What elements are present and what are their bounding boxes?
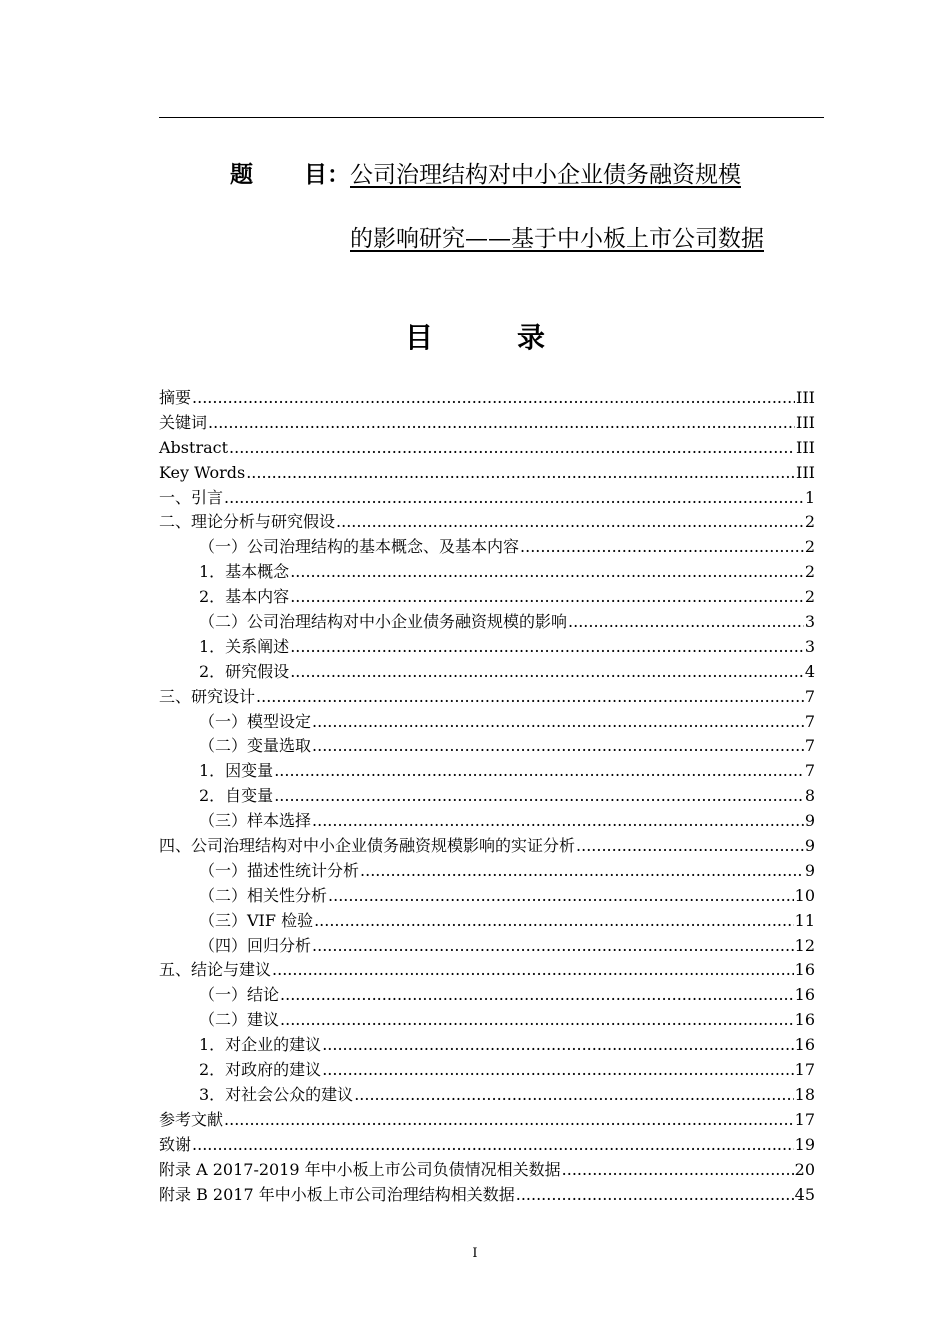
toc-entry-page: 1 — [804, 487, 815, 507]
toc-dot-leader — [224, 486, 804, 511]
toc-dot-leader — [312, 734, 804, 759]
toc-dot-leader — [360, 859, 804, 884]
toc-entry-title: （一）公司治理结构的基本概念、及基本内容 — [199, 537, 520, 557]
toc-dot-leader — [280, 1008, 794, 1033]
toc-dot-leader — [280, 983, 794, 1008]
toc-entry[interactable] — [159, 1083, 815, 1108]
toc-entry[interactable] — [159, 1133, 815, 1158]
toc-entry-title: 参考文献 — [159, 1109, 224, 1129]
toc-entry-title: 三、研究设计 — [159, 686, 256, 706]
toc-entry[interactable] — [159, 759, 815, 784]
toc-entry-page: 3 — [804, 612, 815, 632]
toc-dot-leader — [576, 834, 804, 859]
toc-entry-title: 关键词 — [159, 412, 208, 432]
toc-entry-page: 16 — [794, 960, 815, 980]
toc-entry[interactable] — [159, 859, 815, 884]
toc-entry-page: III — [796, 388, 815, 407]
toc-entry-title: 2．对政府的建议 — [199, 1060, 322, 1080]
toc-dot-leader — [290, 660, 804, 685]
toc-entry-page: 7 — [804, 761, 815, 781]
title-text-line-1: 公司治理结构对中小企业债务融资规模 — [350, 162, 741, 188]
toc-dot-leader — [354, 1083, 793, 1108]
toc-entry-page: 45 — [794, 1184, 815, 1204]
toc-dot-leader — [322, 1058, 793, 1083]
toc-entry[interactable] — [159, 486, 815, 511]
toc-entry-page: 16 — [794, 1035, 815, 1055]
toc-dot-leader — [274, 759, 804, 784]
toc-entry-title: Abstract — [159, 437, 229, 457]
toc-entry-title: 四、公司治理结构对中小企业债务融资规模影响的实证分析 — [159, 836, 576, 856]
toc-entry-title: 一、引言 — [159, 487, 224, 507]
toc-entry-page: 8 — [804, 786, 815, 806]
toc-dot-leader — [290, 635, 804, 660]
toc-entry[interactable] — [159, 784, 815, 809]
toc-entry-page: 11 — [794, 910, 815, 930]
toc-dot-leader — [314, 909, 794, 934]
toc-entry[interactable] — [159, 1008, 815, 1033]
toc-entry-title: （二）变量选取 — [199, 736, 312, 756]
toc-entry-title: 附录 B 2017 年中小板上市公司治理结构相关数据 — [159, 1184, 515, 1204]
toc-entry-title: （一）结论 — [199, 985, 280, 1005]
toc-entry[interactable] — [159, 510, 815, 535]
toc-entry-page: 2 — [804, 512, 815, 532]
toc-entry-title: 2．基本内容 — [199, 587, 290, 607]
toc-dot-leader — [312, 934, 794, 959]
toc-entry[interactable] — [159, 1033, 815, 1058]
toc-entry-page: III — [796, 437, 815, 457]
toc-entry-page: 7 — [804, 736, 815, 756]
toc-dot-leader — [520, 535, 804, 560]
toc-entry-page: 7 — [804, 686, 815, 706]
toc-entry-page: 3 — [804, 636, 815, 656]
toc-entry-title: （四）回归分析 — [199, 935, 312, 955]
toc-entry[interactable] — [159, 386, 815, 411]
toc-entry-page: III — [796, 412, 815, 432]
toc-entry-title: 摘要 — [159, 388, 192, 407]
toc-dot-leader — [272, 958, 794, 983]
toc-entry[interactable] — [159, 585, 815, 610]
toc-dot-leader — [568, 610, 804, 635]
toc-dot-leader — [246, 461, 795, 486]
toc-dot-leader — [192, 386, 795, 411]
toc-dot-leader — [312, 809, 804, 834]
toc-entry[interactable] — [159, 909, 815, 934]
toc-entry-title: （一）模型设定 — [199, 711, 312, 731]
toc-dot-leader — [336, 510, 804, 535]
toc-entry-title: （二）建议 — [199, 1010, 280, 1030]
toc-entry-page: 16 — [794, 985, 815, 1005]
toc-entry[interactable] — [159, 1158, 815, 1183]
toc-entry-page: 16 — [794, 1010, 815, 1030]
toc-entry[interactable] — [159, 560, 815, 585]
toc-entry[interactable] — [159, 660, 815, 685]
toc-entry-title: （二）相关性分析 — [199, 885, 328, 905]
toc-entry-title: （三）VIF 检验 — [199, 910, 314, 930]
toc-entry-page: 17 — [794, 1060, 815, 1080]
toc-entry-page: 20 — [794, 1159, 815, 1179]
toc-entry-page: 18 — [794, 1084, 815, 1104]
toc-entry-title: （一）描述性统计分析 — [199, 860, 360, 880]
toc-dot-leader — [290, 560, 804, 585]
toc-entry-title: 1．对企业的建议 — [199, 1035, 322, 1055]
toc-dot-leader — [229, 436, 795, 461]
toc-dot-leader — [562, 1158, 794, 1183]
toc-entry[interactable] — [159, 1108, 815, 1133]
toc-entry[interactable] — [159, 1183, 815, 1208]
toc-entry-title: 2．自变量 — [199, 786, 274, 806]
toc-dot-leader — [322, 1033, 793, 1058]
toc-entry[interactable] — [159, 436, 815, 461]
toc-entry-title: 1．关系阐述 — [199, 636, 290, 656]
toc-entry-page: 9 — [804, 811, 815, 831]
toc-entry-title: 二、理论分析与研究假设 — [159, 512, 336, 532]
toc-dot-leader — [208, 411, 795, 436]
toc-entry-page: 9 — [804, 860, 815, 880]
toc-entry-title: （三）样本选择 — [199, 811, 312, 831]
toc-entry[interactable] — [159, 635, 815, 660]
toc-dot-leader — [256, 685, 804, 710]
toc-entry-page: 4 — [804, 661, 815, 681]
toc-dot-leader — [224, 1108, 794, 1133]
toc-entry-page: 17 — [794, 1109, 815, 1129]
title-text-line-2: 的影响研究——基于中小板上市公司数据 — [350, 226, 764, 252]
toc-entry-title: 致谢 — [159, 1134, 192, 1154]
toc-entry-page: 12 — [794, 935, 815, 955]
toc-dot-leader — [516, 1183, 794, 1208]
toc-entry-page: 19 — [794, 1134, 815, 1154]
toc-entry-page: 7 — [804, 711, 815, 731]
toc-entry-page: III — [796, 462, 815, 482]
toc-entry-title: （二）公司治理结构对中小企业债务融资规模的影响 — [199, 612, 568, 632]
toc-entry-page: 10 — [794, 885, 815, 905]
title-line-1 — [230, 160, 741, 190]
toc-entry[interactable] — [159, 958, 815, 983]
toc-entry[interactable] — [159, 834, 815, 859]
toc-entry[interactable] — [159, 1058, 815, 1083]
toc-entry[interactable] — [159, 411, 815, 436]
toc-entry-page: 2 — [804, 537, 815, 557]
toc-entry-title: Key Words — [159, 462, 246, 482]
toc-entry-page: 9 — [804, 836, 815, 856]
title-label: 题 目： — [230, 161, 350, 188]
toc-entry[interactable] — [159, 535, 815, 560]
toc-entry-page: 2 — [804, 587, 815, 607]
table-of-contents — [159, 386, 815, 1207]
page-number: I — [472, 1246, 478, 1261]
toc-entry[interactable] — [159, 461, 815, 486]
toc-entry[interactable] — [159, 884, 815, 909]
toc-entry[interactable] — [159, 983, 815, 1008]
toc-entry[interactable] — [159, 734, 815, 759]
toc-entry-title: 五、结论与建议 — [159, 960, 272, 980]
toc-entry[interactable] — [159, 685, 815, 710]
toc-dot-leader — [192, 1133, 794, 1158]
toc-entry[interactable] — [159, 934, 815, 959]
toc-entry-title: 1．基本概念 — [199, 562, 290, 582]
toc-entry[interactable] — [159, 710, 815, 735]
toc-entry-title: 附录 A 2017-2019 年中小板上市公司负债情况相关数据 — [159, 1159, 561, 1179]
toc-dot-leader — [328, 884, 794, 909]
toc-entry[interactable] — [159, 809, 815, 834]
title-line-2 — [350, 224, 764, 254]
toc-heading: 目 录 — [404, 321, 546, 354]
header-rule — [159, 117, 824, 118]
toc-entry-page: 2 — [804, 562, 815, 582]
toc-entry[interactable] — [159, 610, 815, 635]
toc-entry-title: 2．研究假设 — [199, 661, 290, 681]
toc-dot-leader — [312, 710, 804, 735]
toc-dot-leader — [274, 784, 804, 809]
toc-entry-title: 3．对社会公众的建议 — [199, 1084, 354, 1104]
toc-entry-title: 1．因变量 — [199, 761, 274, 781]
toc-dot-leader — [290, 585, 804, 610]
